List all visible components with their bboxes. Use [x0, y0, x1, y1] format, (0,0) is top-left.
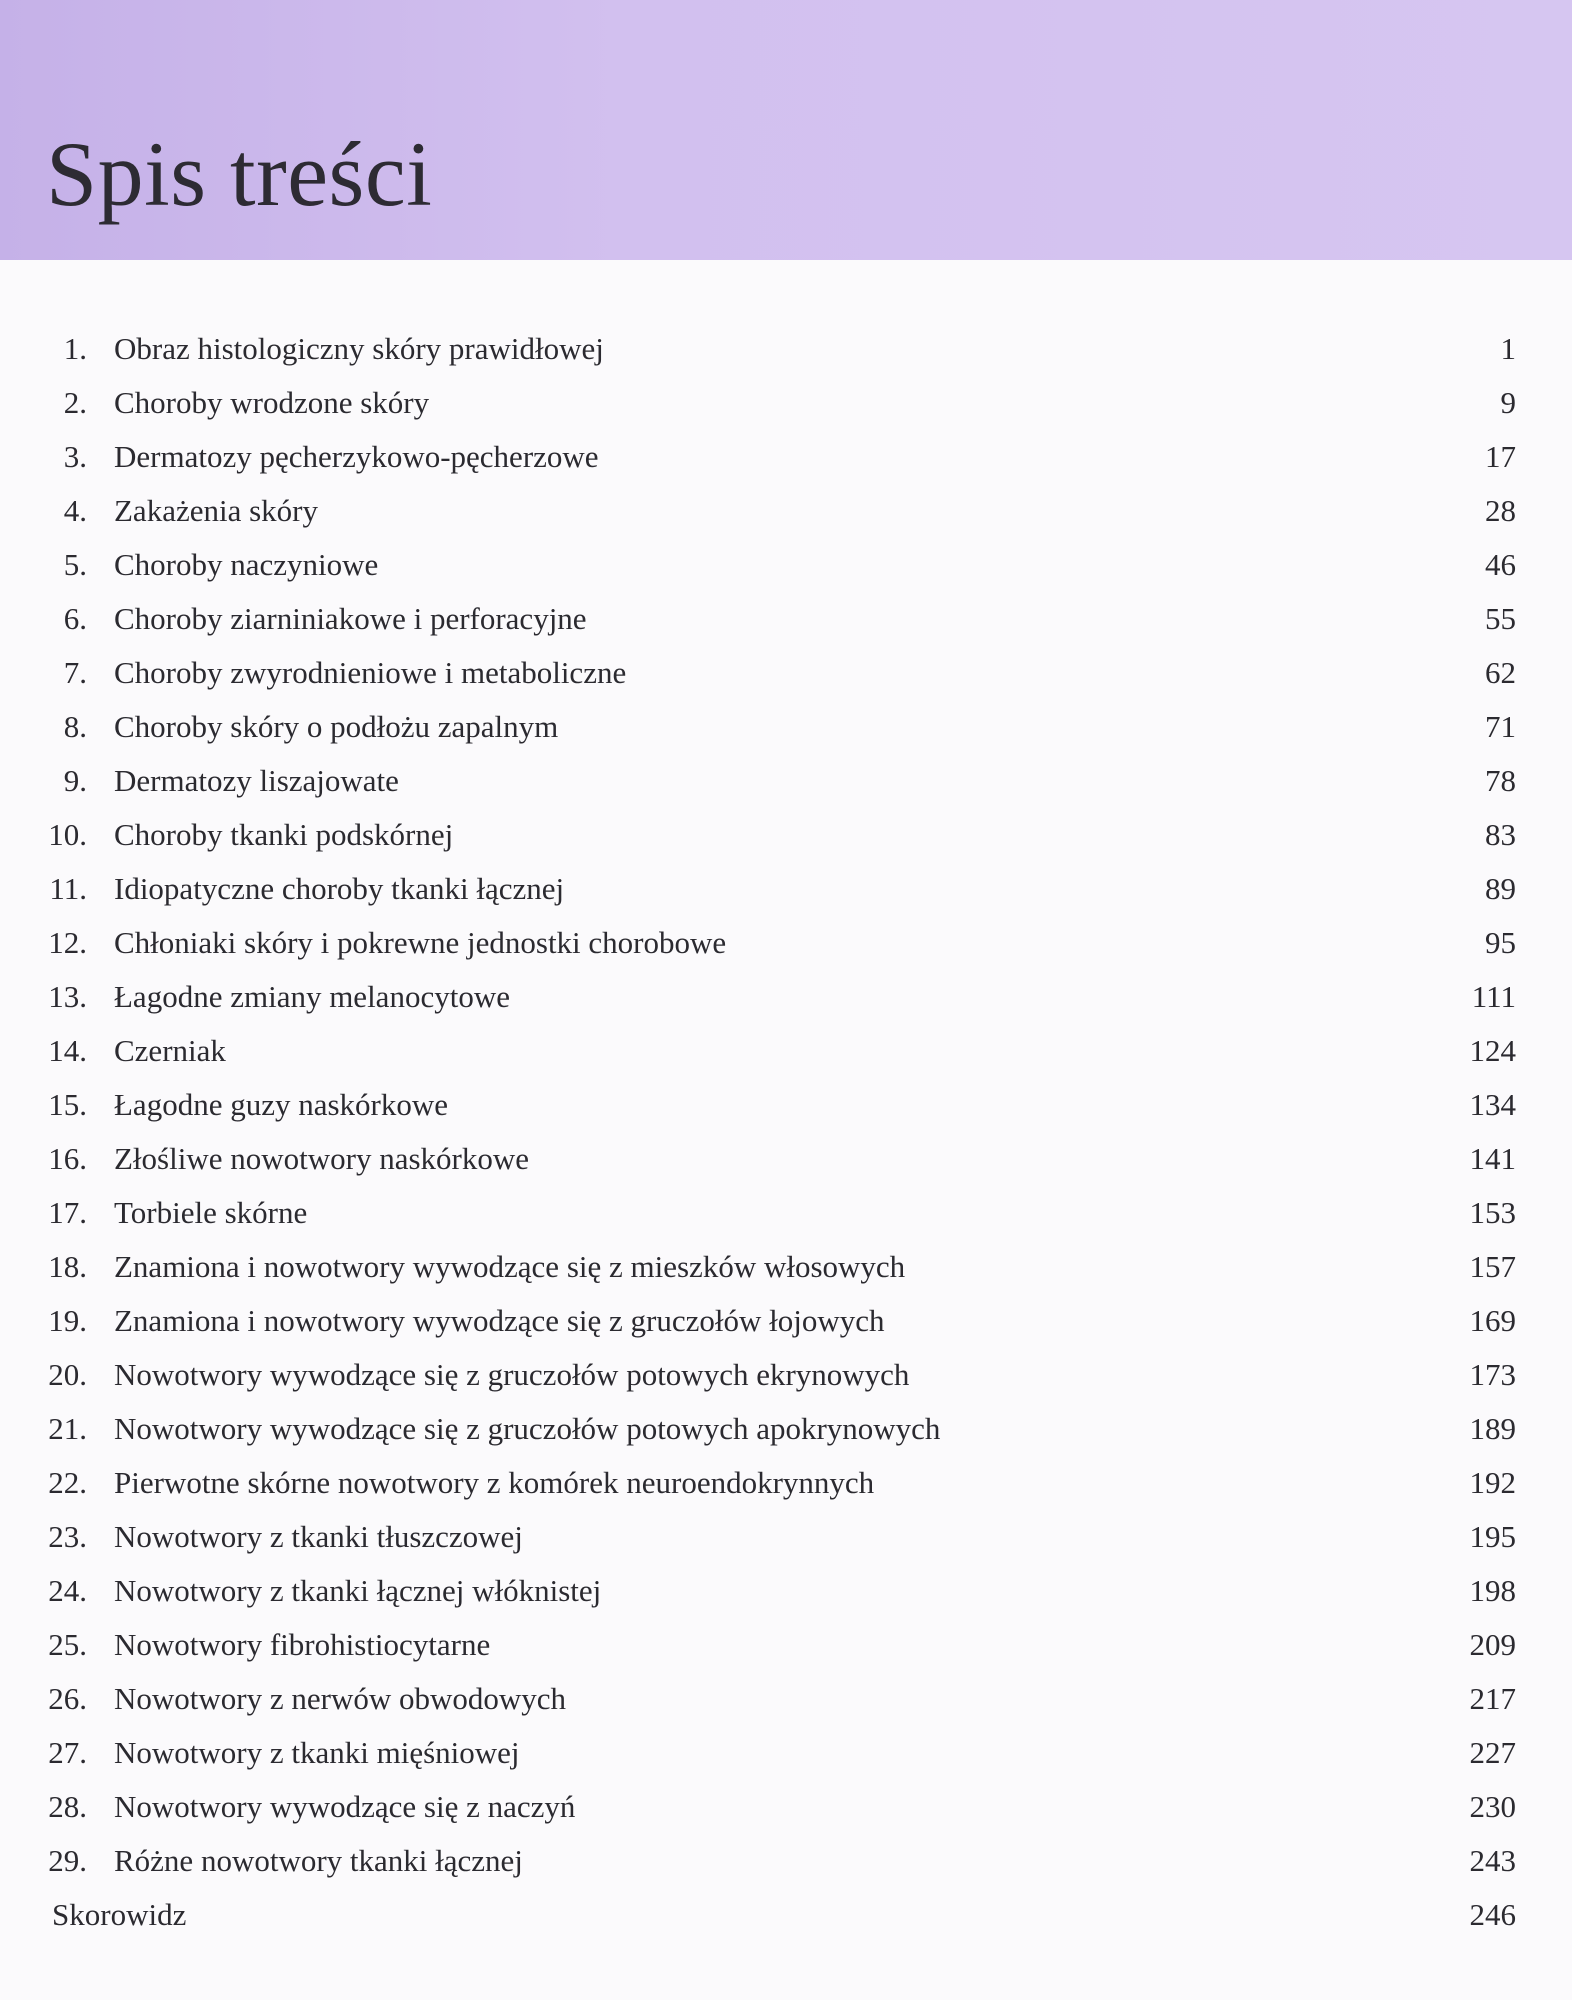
toc-entry-title: Choroby ziarniniakowe i perforacyjne — [114, 601, 587, 636]
toc-entry-number: 17. — [48, 1195, 87, 1230]
toc-entry-page: 173 — [1469, 1357, 1516, 1392]
toc-entry-title: Czerniak — [114, 1033, 226, 1068]
toc-entry-page: 227 — [1469, 1735, 1516, 1770]
toc-entry-number: 22. — [48, 1465, 87, 1500]
toc-entry-number: 10. — [48, 817, 87, 852]
toc-entry[interactable] — [0, 1672, 1572, 1726]
toc-entry[interactable] — [0, 1780, 1572, 1834]
toc-entry-page: 83 — [1485, 817, 1516, 852]
toc-entry-page: 169 — [1469, 1303, 1516, 1338]
toc-entry[interactable] — [0, 1834, 1572, 1888]
toc-entry-page: 17 — [1485, 439, 1516, 474]
toc-entry[interactable] — [0, 1132, 1572, 1186]
toc-entry[interactable] — [0, 1726, 1572, 1780]
toc-entry-number: 11. — [49, 871, 87, 906]
toc-entry-title: Nowotwory fibrohistiocytarne — [114, 1627, 491, 1662]
toc-entry-page: 9 — [1500, 385, 1516, 420]
toc-entry-number: 14. — [48, 1033, 87, 1068]
toc-entry-page: 78 — [1485, 763, 1516, 798]
toc-entry[interactable] — [0, 484, 1572, 538]
toc-entry-title: Łagodne zmiany melanocytowe — [114, 979, 510, 1014]
toc-entry-number: 28. — [48, 1789, 87, 1824]
toc-entry[interactable] — [0, 1402, 1572, 1456]
toc-entry-number: 24. — [48, 1573, 87, 1608]
toc-entry[interactable] — [0, 322, 1572, 376]
toc-entry-title: Choroby tkanki podskórnej — [114, 817, 454, 852]
toc-entry-title: Torbiele skórne — [114, 1195, 308, 1230]
toc-entry-title: Choroby naczyniowe — [114, 547, 379, 582]
toc-entry-page: 189 — [1469, 1411, 1516, 1446]
toc-entry[interactable] — [0, 1348, 1572, 1402]
toc-entry-title: Idiopatyczne choroby tkanki łącznej — [114, 871, 565, 906]
toc-entry-number: 8. — [63, 709, 87, 744]
toc-entry-title: Chłoniaki skóry i pokrewne jednostki chorobowe — [114, 925, 727, 960]
toc-entry-number: 4. — [63, 493, 87, 528]
toc-entry-page: 217 — [1469, 1681, 1516, 1716]
toc-entry[interactable] — [0, 1078, 1572, 1132]
toc-entry-number: 3. — [63, 439, 87, 474]
toc-entry-number: 19. — [48, 1303, 87, 1338]
toc-entry-title: Znamiona i nowotwory wywodzące się z mieszków włosowych — [114, 1249, 906, 1284]
toc-entry-number: 2. — [63, 385, 87, 420]
toc-entry-number: 6. — [63, 601, 87, 636]
toc-entry-title: Nowotwory wywodzące się z gruczołów potowych ekrynowych — [114, 1357, 910, 1392]
toc-entry-title: Nowotwory wywodzące się z gruczołów potowych apokrynowych — [114, 1411, 941, 1446]
toc-entry-number: 5. — [63, 547, 87, 582]
toc-entry[interactable] — [0, 700, 1572, 754]
toc-entry[interactable] — [0, 1510, 1572, 1564]
toc-entry[interactable] — [0, 1024, 1572, 1078]
toc-entry-title: Choroby zwyrodnieniowe i metaboliczne — [114, 655, 627, 690]
toc-entry-title: Nowotwory z tkanki łącznej włóknistej — [114, 1573, 602, 1608]
toc-entry-page: 195 — [1469, 1519, 1516, 1554]
toc-index-title: Skorowidz — [52, 1897, 187, 1932]
toc-entry-number: 15. — [48, 1087, 87, 1122]
toc-entry[interactable] — [0, 1618, 1572, 1672]
toc-entry-number: 23. — [48, 1519, 87, 1554]
toc-entry-title: Nowotwory z tkanki mięśniowej — [114, 1735, 520, 1770]
toc-entry-title: Dermatozy pęcherzykowo-pęcherzowe — [114, 439, 599, 474]
toc-entry-number: 27. — [48, 1735, 87, 1770]
toc-entry-page: 198 — [1469, 1573, 1516, 1608]
toc-entry[interactable] — [0, 1240, 1572, 1294]
toc-entry-page: 134 — [1469, 1087, 1516, 1122]
toc-entry-page: 157 — [1469, 1249, 1516, 1284]
toc-entry-page: 62 — [1485, 655, 1516, 690]
page-title: Spis treści — [46, 123, 433, 225]
toc-entry-title: Zakażenia skóry — [114, 493, 318, 528]
toc-entry[interactable] — [0, 376, 1572, 430]
toc-entry[interactable] — [0, 1294, 1572, 1348]
toc-entry-title: Łagodne guzy naskórkowe — [114, 1087, 449, 1122]
toc-entry[interactable] — [0, 1564, 1572, 1618]
toc-entry-page: 230 — [1469, 1789, 1516, 1824]
toc-entry-page: 28 — [1485, 493, 1516, 528]
toc-entry-page: 55 — [1485, 601, 1516, 636]
toc-entry-title: Różne nowotwory tkanki łącznej — [114, 1843, 523, 1878]
toc-entry-title: Choroby wrodzone skóry — [114, 385, 430, 420]
toc-index-entry[interactable] — [0, 1888, 1572, 1942]
table-of-contents — [0, 322, 1572, 1942]
toc-entry-title: Znamiona i nowotwory wywodzące się z gruczołów łojowych — [114, 1303, 885, 1338]
toc-entry-page: 46 — [1485, 547, 1516, 582]
toc-entry-number: 9. — [63, 763, 87, 798]
toc-entry-number: 26. — [48, 1681, 87, 1716]
toc-entry[interactable] — [0, 538, 1572, 592]
toc-entry-page: 243 — [1469, 1843, 1516, 1878]
toc-entry-title: Dermatozy liszajowate — [114, 763, 399, 798]
toc-entry-number: 18. — [48, 1249, 87, 1284]
toc-entry-page: 209 — [1469, 1627, 1516, 1662]
toc-entry-number: 13. — [48, 979, 87, 1014]
toc-entry-page: 141 — [1469, 1141, 1516, 1176]
toc-entry-page: 89 — [1485, 871, 1516, 906]
toc-entry[interactable] — [0, 1456, 1572, 1510]
toc-entry-page: 153 — [1469, 1195, 1516, 1230]
toc-entry[interactable] — [0, 916, 1572, 970]
toc-entry-title: Nowotwory wywodzące się z naczyń — [114, 1789, 576, 1824]
toc-entry-page: 124 — [1469, 1033, 1516, 1068]
toc-entry[interactable] — [0, 646, 1572, 700]
toc-entry-title: Nowotwory z tkanki tłuszczowej — [114, 1519, 523, 1554]
toc-entry[interactable] — [0, 430, 1572, 484]
toc-entry-title: Nowotwory z nerwów obwodowych — [114, 1681, 566, 1716]
toc-entry[interactable] — [0, 592, 1572, 646]
toc-entry-page: 71 — [1485, 709, 1516, 744]
toc-index-page: 246 — [1469, 1897, 1516, 1932]
toc-entry[interactable] — [0, 808, 1572, 862]
toc-entry-number: 12. — [48, 925, 87, 960]
toc-entry-number: 7. — [63, 655, 87, 690]
toc-entry-title: Choroby skóry o podłożu zapalnym — [114, 709, 559, 744]
toc-entry-number: 16. — [48, 1141, 87, 1176]
toc-entry-number: 1. — [63, 331, 87, 366]
toc-entry-title: Obraz histologiczny skóry prawidłowej — [114, 331, 604, 366]
toc-entry-page: 111 — [1471, 979, 1516, 1014]
toc-entry[interactable] — [0, 970, 1572, 1024]
toc-entry[interactable] — [0, 754, 1572, 808]
toc-entry-page: 192 — [1469, 1465, 1516, 1500]
toc-entry-page: 1 — [1500, 331, 1516, 366]
toc-entry-number: 29. — [48, 1843, 87, 1878]
toc-entry[interactable] — [0, 1186, 1572, 1240]
toc-entry-title: Złośliwe nowotwory naskórkowe — [114, 1141, 529, 1176]
toc-entry-number: 21. — [48, 1411, 87, 1446]
toc-entry[interactable] — [0, 862, 1572, 916]
toc-entry-title: Pierwotne skórne nowotwory z komórek neuroendokrynnych — [114, 1465, 875, 1500]
toc-entry-number: 25. — [48, 1627, 87, 1662]
toc-entry-number: 20. — [48, 1357, 87, 1392]
toc-entry-page: 95 — [1485, 925, 1516, 960]
